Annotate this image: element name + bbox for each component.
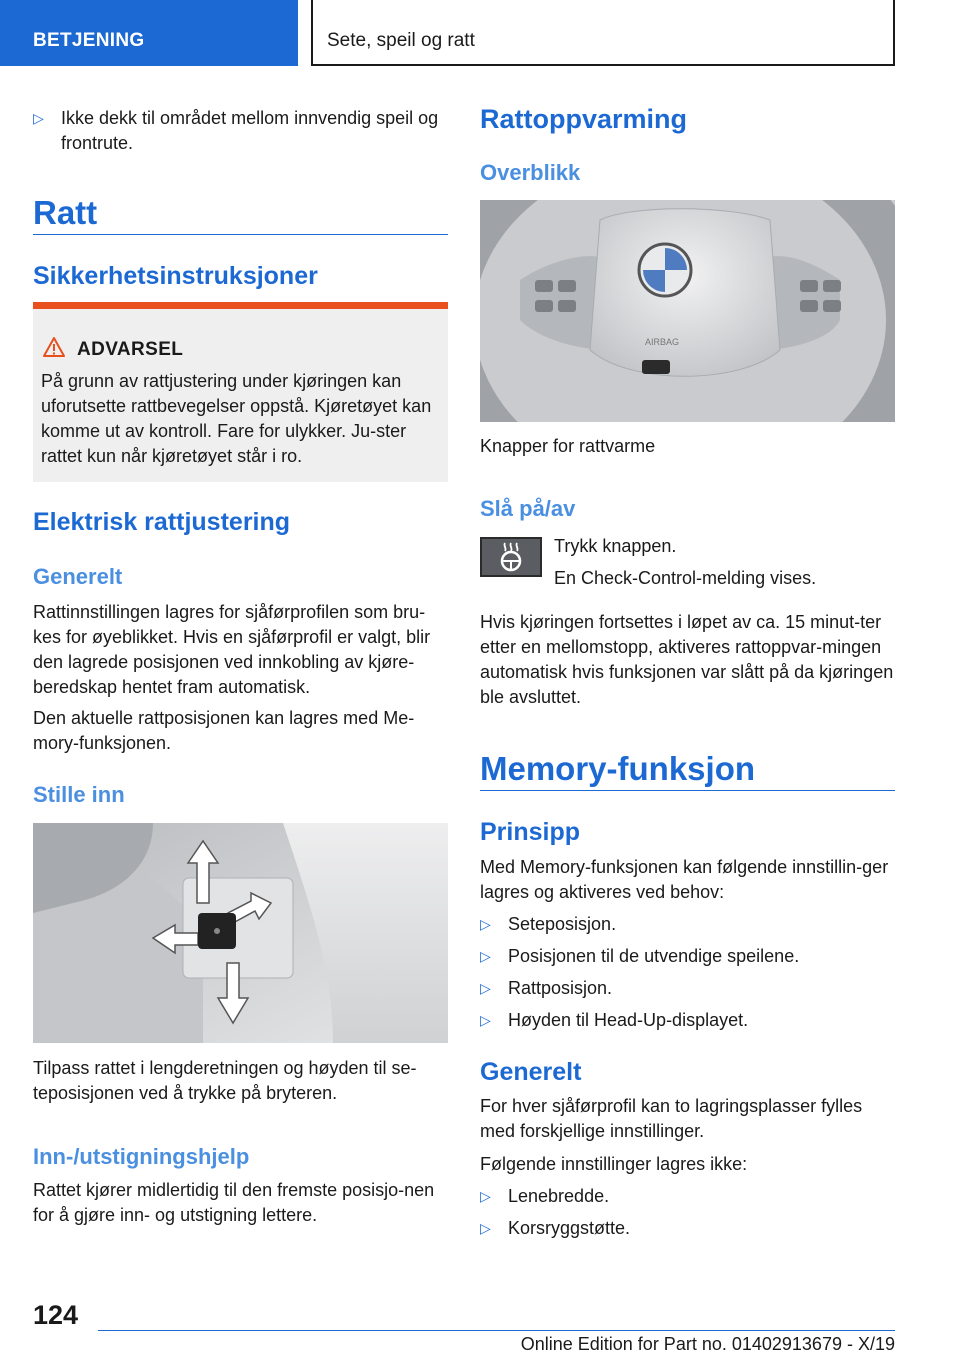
- paragraph: Trykk knappen.: [554, 536, 677, 556]
- heading-generelt: Generelt: [33, 564, 123, 589]
- heading-elektrisk: Elektrisk rattjustering: [33, 508, 291, 536]
- bullet-triangle-icon: ▷: [480, 1012, 491, 1028]
- heading-inn-utstigning: Inn-/utstigningshjelp: [33, 1144, 250, 1169]
- heading-memory-funksjon: Memory-funksjon: [480, 750, 756, 787]
- list-item: [480, 1216, 895, 1241]
- paragraph: Følgende innstillinger lagres ikke:: [480, 1154, 748, 1174]
- image-caption: Knapper for rattvarme: [480, 436, 656, 456]
- steering-column-switch-image: [33, 823, 448, 1043]
- heading-sikkerhet: Sikkerhetsinstruksjoner: [33, 262, 318, 290]
- paragraph: For hver sjåførprofil kan to lagringsplasser fylles med forskjellige innstillinger.: [480, 1096, 863, 1141]
- header-chapter-label: Sete, speil og ratt: [327, 30, 475, 51]
- list-item: [480, 912, 895, 937]
- bullet-text: Lenebredde.: [508, 1186, 610, 1206]
- bullet-triangle-icon: ▷: [480, 1188, 491, 1204]
- header-chapter-tab: [311, 0, 895, 66]
- bullet-text: Rattposisjon.: [508, 978, 613, 998]
- paragraph: En Check-Control-melding vises.: [554, 568, 817, 588]
- heading-generelt-memory: Generelt: [480, 1058, 582, 1086]
- heading-prinsipp: Prinsipp: [480, 818, 581, 846]
- heading-rule: [480, 790, 895, 791]
- paragraph: Rattinnstillingen lagres for sjåførprofilen som bru-kes for øyeblikket. Hvis en sjåførprofil er valgt, blir den lagrede posisjonen ved innkobling av kjøre-beredskap hentet fram automatisk.: [33, 602, 431, 697]
- heading-sla-pa-av: Slå på/av: [480, 496, 576, 521]
- header-section-label: BETJENING: [33, 30, 145, 51]
- bullet-text: Ikke dekk til området mellom innvendig speil og frontrute.: [61, 108, 439, 153]
- wheel-airbag-label: AIRBAG: [645, 337, 680, 347]
- bullet-text: Korsryggstøtte.: [508, 1218, 631, 1238]
- paragraph: Med Memory-funksjonen kan følgende innstillin-ger lagres og aktiveres ved behov:: [480, 857, 889, 902]
- warning-box: [33, 302, 448, 482]
- warning-text: På grunn av rattjustering under kjøringen kan uforutsette rattbevegelser oppstå. Kjøretøyet kan komme ut av kontroll. Fare for ulykker. Ju-ster rattet kun når kjøretøyet står i ro.: [41, 371, 432, 466]
- heated-steering-wheel-button-icon: [480, 537, 542, 577]
- list-item: [480, 1184, 895, 1209]
- paragraph: Den aktuelle rattposisjonen kan lagres med Me-mory-funksjonen.: [33, 708, 415, 753]
- bullet-text: Posisjonen til de utvendige speilene.: [508, 946, 800, 966]
- bullet-text: Seteposisjon.: [508, 914, 617, 934]
- list-item: [480, 1008, 895, 1033]
- bullet-triangle-icon: ▷: [33, 110, 44, 126]
- warning-triangle-icon: [43, 336, 65, 358]
- steering-wheel-illustration: [480, 200, 895, 422]
- steering-wheel-image: [480, 200, 895, 422]
- list-item: [480, 944, 895, 969]
- heading-stille-inn: Stille inn: [33, 782, 125, 807]
- page-number: 124: [33, 1300, 79, 1330]
- bullet-triangle-icon: ▷: [480, 916, 491, 932]
- paragraph: Rattet kjører midlertidig til den fremste posisjo-nen for å gjøre inn- og utstigning lettere.: [33, 1180, 435, 1225]
- edition-footer: Online Edition for Part no. 01402913679 - X/19: [520, 1334, 895, 1354]
- paragraph: Tilpass rattet i lengderetningen og høyden til se-teposisjonen ved å trykke på bryteren.: [33, 1058, 417, 1103]
- heading-ratt: Ratt: [33, 194, 98, 231]
- heading-overblikk: Overblikk: [480, 160, 581, 185]
- bullet-triangle-icon: ▷: [480, 980, 491, 996]
- heading-rule: [33, 234, 448, 235]
- list-item: [480, 976, 895, 1001]
- heated-wheel-symbol-icon: [482, 539, 540, 575]
- paragraph: Hvis kjøringen fortsettes i løpet av ca. 15 minut-ter etter en mellomstopp, aktiveres rattoppvar-mingen automatisk hvis funksjonen var slått på da kjøringen ble avsluttet.: [480, 612, 894, 707]
- bullet-text: Høyden til Head-Up-displayet.: [508, 1010, 749, 1030]
- header-section-tab: [0, 0, 298, 66]
- footer-rule: [98, 1330, 895, 1331]
- warning-title: ADVARSEL: [77, 339, 184, 360]
- bullet-triangle-icon: ▷: [480, 1220, 491, 1236]
- heading-rattoppvarming: Rattoppvarming: [480, 104, 688, 134]
- steering-column-illustration: [33, 823, 448, 1043]
- bullet-triangle-icon: ▷: [480, 948, 491, 964]
